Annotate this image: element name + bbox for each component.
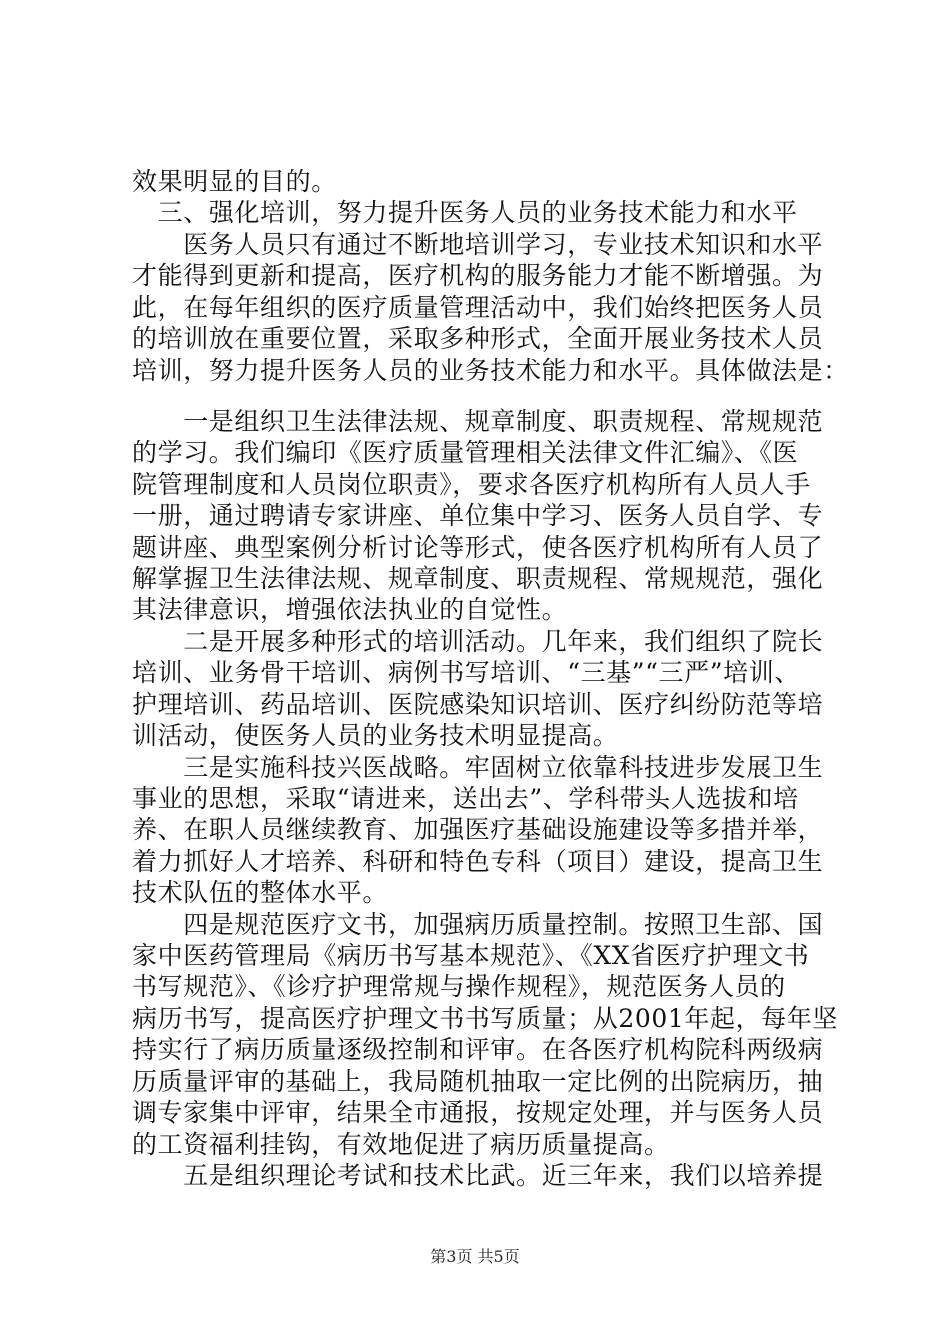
text-line: 的学习。我们编印《医疗质量管理相关法律文件汇编》、《医 <box>132 438 799 467</box>
text-line: 历质量评审的基础上，我局随机抽取一定比例的出院病历，抽 <box>132 1067 824 1096</box>
text-line: 培训，努力提升医务人员的业务技术能力和水平。具体做法是： <box>132 356 849 385</box>
text-line: 着力抓好人才培养、科研和特色专科（项目）建设，提高卫生 <box>132 847 824 876</box>
text-line: 一册，通过聘请专家讲座、单位集中学习、医务人员自学、专 <box>132 501 824 530</box>
text-line: 解掌握卫生法律法规、规章制度、职责规程、常规规范，强化 <box>132 564 824 593</box>
text-line: 四是规范医疗文书，加强病历质量控制。按照卫生部、国 <box>132 910 824 939</box>
text-line: 调专家集中评审，结果全市通报，按规定处理，并与医务人员 <box>132 1098 824 1127</box>
text-line: 二是开展多种形式的培训活动。几年来，我们组织了院长 <box>132 627 824 656</box>
text-line: 院管理制度和人员岗位职责》，要求各医疗机构所有人员人手 <box>132 470 811 499</box>
text-line: 此，在每年组织的医疗质量管理活动中，我们始终把医务人员 <box>132 293 824 322</box>
text-line: 事业的思想，采取“请进来，送出去”、学科带头人选拔和培 <box>132 784 799 813</box>
text-line: 的工资福利挂钩，有效地促进了病历质量提高。 <box>132 1130 670 1159</box>
text-line: 技术队伍的整体水平。 <box>132 878 389 907</box>
text-line: 一是组织卫生法律法规、规章制度、职责规程、常规规范 <box>132 407 824 436</box>
text-line: 才能得到更新和提高，医疗机构的服务能力才能不断增强。为 <box>132 261 824 290</box>
text-line: 的培训放在重要位置，采取多种形式，全面开展业务技术人员 <box>132 324 824 353</box>
text-line: 书写规范》、《诊疗护理常规与操作规程》，规范医务人员的 <box>132 972 786 1001</box>
text-line: 培训、业务骨干培训、病例书写培训、“三基”“三严”培训、 <box>132 658 800 687</box>
section-heading: 三、强化培训，努力提升医务人员的业务技术能力和水平 <box>132 198 798 227</box>
text-line: 题讲座、典型案例分析讨论等形式，使各医疗机构所有人员了 <box>132 533 824 562</box>
text-line: 护理培训、药品培训、医院感染知识培训、医疗纠纷防范等培 <box>132 690 824 719</box>
text-line: 训活动，使医务人员的业务技术明显提高。 <box>132 721 619 750</box>
text-line: 五是组织理论考试和技术比武。近三年来，我们以培养提 <box>132 1161 824 1190</box>
text-line: 其法律意识，增强依法执业的自觉性。 <box>132 595 568 624</box>
text-line: 养、在职人员继续教育、加强医疗基础设施建设等多措并举， <box>132 815 824 844</box>
page-number-footer: 第3页 共5页 <box>430 1247 520 1266</box>
text-line: 家中医药管理局《病历书写基本规范》、《XX省医疗护理文书 <box>132 941 810 970</box>
text-line: 医务人员只有通过不断地培训学习，专业技术知识和水平 <box>132 230 824 259</box>
text-line: 效果明显的目的。 <box>132 167 337 196</box>
text-line: 持实行了病历质量逐级控制和评审。在各医疗机构院科两级病 <box>132 1035 824 1064</box>
text-line: 病历书写，提高医疗护理文书书写质量；从2001年起，每年坚 <box>132 1004 839 1033</box>
text-line: 三是实施科技兴医战略。牢固树立依靠科技进步发展卫生 <box>132 753 824 782</box>
